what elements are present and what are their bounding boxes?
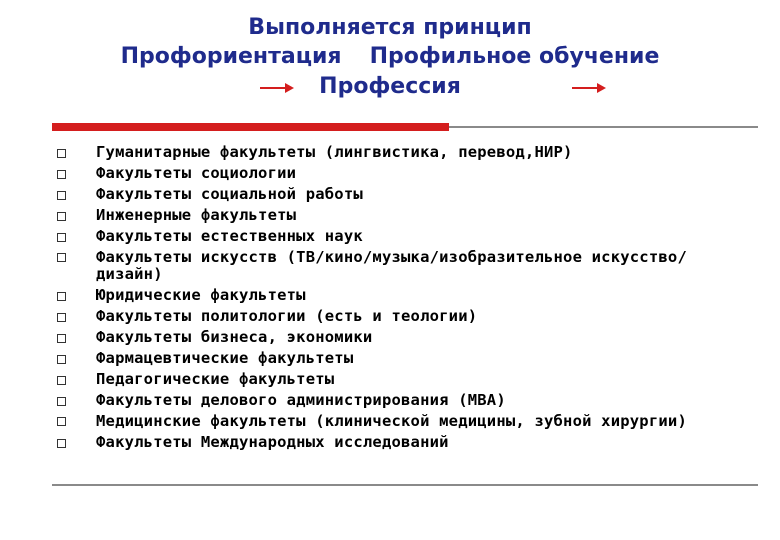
list-item: Факультеты социальной работы [0, 184, 780, 205]
checkbox-square-icon [57, 292, 66, 301]
title-line-2 [0, 42, 780, 72]
checkbox-square-icon [57, 397, 66, 406]
checkbox-square-icon [57, 212, 66, 221]
list-item: Факультеты естественных наук [0, 226, 780, 247]
checkbox-square-icon [57, 355, 66, 364]
list-item: Факультеты политологии (есть и теологии) [0, 306, 780, 327]
arrow-right-icon [260, 87, 292, 89]
list-item: Гуманитарные факультеты (лингвистика, перевод,НИР) [0, 142, 780, 163]
title-line-3: Профессия [319, 74, 461, 99]
arrow-right-icon [572, 87, 604, 89]
checkbox-square-icon [57, 313, 66, 322]
accent-bar [52, 123, 449, 131]
divider-bottom [52, 484, 758, 486]
list-item: Педагогические факультеты [0, 369, 780, 390]
list-item: Инженерные факультеты [0, 205, 780, 226]
checkbox-square-icon [57, 233, 66, 242]
list-item: Факультеты искусств (ТВ/кино/музыка/изобразительное искусство/дизайн) [0, 247, 780, 285]
list-item: Факультеты делового администрирования (MBA) [0, 390, 780, 411]
title-profile-education: Профильное обучение [369, 44, 660, 69]
list-item: Факультеты социологии [0, 163, 780, 184]
checkbox-square-icon [57, 149, 66, 158]
checkbox-square-icon [57, 376, 66, 385]
checkbox-square-icon [57, 170, 66, 179]
checkbox-square-icon [57, 191, 66, 200]
checkbox-square-icon [57, 439, 66, 448]
list-item: Юридические факультеты [0, 285, 780, 306]
title-career-guidance: Профориентация [120, 44, 342, 69]
list-item: Медицинские факультеты (клинической медицины, зубной хирургии) [0, 411, 780, 432]
list-item: Факультеты Международных исследований [0, 432, 780, 453]
checkbox-square-icon [57, 417, 66, 426]
list-item: Фармацевтические факультеты [0, 348, 780, 369]
checkbox-square-icon [57, 253, 66, 262]
checkbox-square-icon [57, 334, 66, 343]
title-line-1: Выполняется принцип [248, 15, 532, 40]
faculty-list [0, 142, 780, 453]
list-item: Факультеты бизнеса, экономики [0, 327, 780, 348]
